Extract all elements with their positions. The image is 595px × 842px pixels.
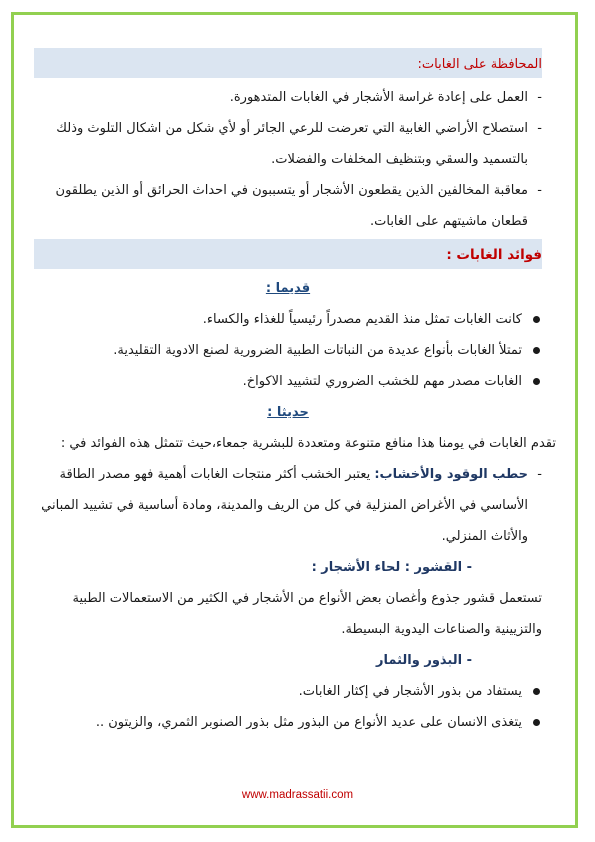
bullet-icon	[533, 378, 540, 385]
section-title-band	[34, 239, 542, 269]
section-title-conservation: المحافظة على الغابات:	[417, 57, 542, 72]
dash-marker: -	[537, 467, 542, 482]
list-item: كانت الغابات تمثل منذ القديم مصدراً رئيسياً للغذاء والكساء.	[34, 304, 542, 335]
subheading-old: قديما :	[265, 281, 311, 296]
bullet-icon	[533, 347, 540, 354]
bullet-icon	[533, 316, 540, 323]
bullet-icon	[533, 688, 540, 695]
list-item: - استصلاح الأراضي الغابية التي تعرضت للرعي الجائر أو لأي شكل من اشكال التلوث وذلك بالتسميد والسقي وبتنظيف المخلفات والفضلات.	[34, 113, 542, 175]
list-item: الغابات مصدر مهم للخشب الضروري لتشييد الاكواخ.	[34, 366, 542, 397]
list-item: - معاقبة المخالفين الذين يقطعون الأشجار أو يتسببون في احداث الحرائق أو الذين يطلقون قطعان ماشيتهم على الغابات.	[34, 175, 542, 237]
section-title-benefits: فوائد الغابات :	[446, 247, 542, 263]
dash-marker: -	[537, 121, 542, 136]
document-body	[34, 48, 556, 738]
wood-paragraph: - حطب الوقود والأخشاب: يعتبر الخشب أكثر منتجات الغابات أهمية فهو مصدر الطاقة الأساسي في الأغراض المنزلية في كل من الريف والمدينة، ومادة أساسية في تشييد المباني والأثاث المنزلي.	[34, 459, 542, 552]
bark-heading: - القشور : لحاء الأشجار :	[311, 560, 472, 575]
intro-paragraph: تقدم الغابات في يومنا هذا منافع متنوعة ومتعددة للبشرية جمعاء،حيث تتمثل هذه الفوائد في :	[60, 436, 556, 451]
wood-keyword: حطب الوقود والأخشاب:	[374, 467, 528, 482]
bark-paragraph: تستعمل قشور جذوع وأغصان بعض الأنواع من الأشجار في الكثير من الاستعمالات الطبية والتزيينية والصناعات اليدوية البسيطة.	[72, 591, 542, 637]
list-item: - العمل على إعادة غراسة الأشجار في الغابات المتدهورة.	[34, 82, 542, 113]
bullet-icon	[533, 719, 540, 726]
footer-website: www.madrassatii.com	[241, 789, 354, 801]
subheading-modern: حديثا :	[267, 405, 309, 420]
dash-marker: -	[537, 183, 542, 198]
section-title-band	[34, 48, 542, 78]
dash-marker: -	[537, 90, 542, 105]
list-item: تمتلأ الغابات بأنواع عديدة من النباتات الطبية الضرورية لصنع الادوية التقليدية.	[34, 335, 542, 366]
list-item: يستفاد من بذور الأشجار في إكثار الغابات.	[34, 676, 542, 707]
seeds-heading: - البذور والثمار	[376, 653, 472, 668]
list-item: يتغذى الانسان على عديد الأنواع من البذور مثل بذور الصنوبر الثمري، والزيتون ..	[34, 707, 542, 738]
